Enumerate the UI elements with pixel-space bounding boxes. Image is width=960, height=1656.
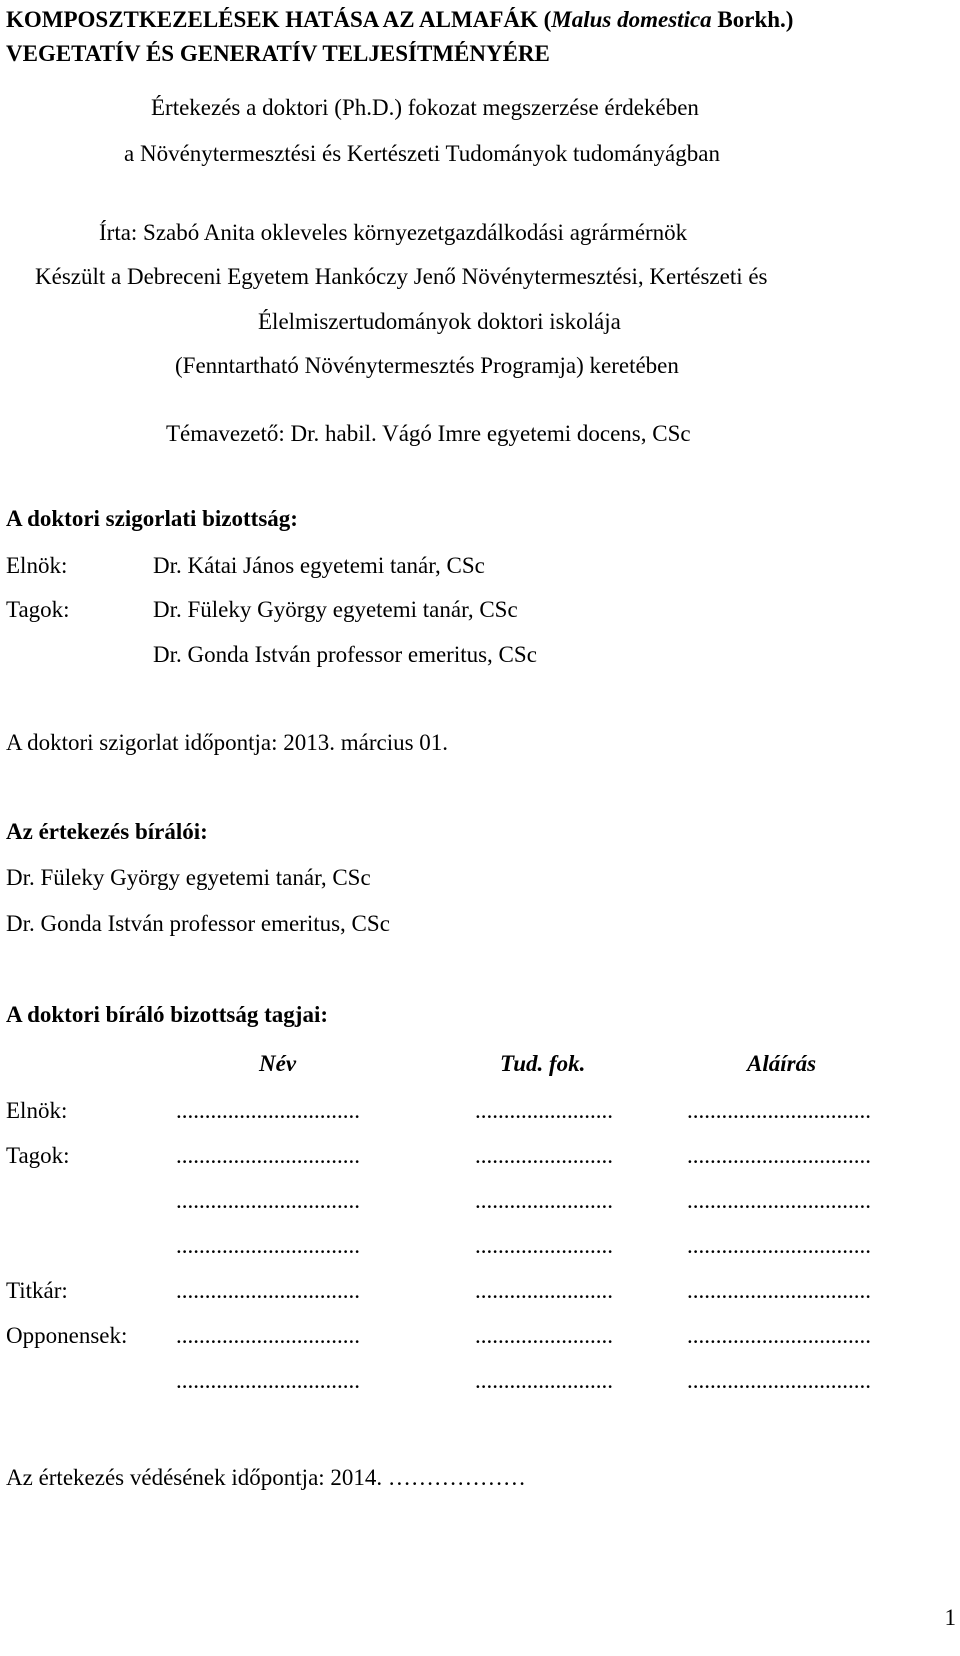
intro-line-2: a Növénytermesztési és Kertészeti Tudományok tudományágban — [124, 141, 720, 166]
exam-member-1: Dr. Füleky György egyetemi tanár, CSc — [153, 597, 518, 622]
degree-blank: ........................ — [475, 1188, 613, 1213]
degree-blank: ........................ — [475, 1278, 613, 1303]
name-blank: ................................ — [176, 1143, 360, 1168]
name-blank: ................................ — [176, 1098, 360, 1123]
exam-date: A doktori szigorlat időpontja: 2013. március 01. — [6, 730, 449, 755]
exam-chair-name: Dr. Kátai János egyetemi tanár, CSc — [153, 553, 485, 578]
reviewers-heading: Az értekezés bírálói: — [6, 819, 208, 844]
name-blank: ................................ — [176, 1323, 360, 1348]
column-header-name: Név — [259, 1051, 297, 1076]
degree-blank: ........................ — [475, 1143, 613, 1168]
signature-blank: ................................ — [687, 1098, 871, 1123]
column-header-degree: Tud. fok. — [500, 1051, 586, 1076]
exam-member-2: Dr. Gonda István professor emeritus, CSc — [153, 642, 537, 667]
review-committee-heading: A doktori bíráló bizottság tagjai: — [6, 1002, 328, 1027]
name-blank: ................................ — [176, 1368, 360, 1393]
signature-blank: ................................ — [687, 1368, 871, 1393]
supervisor-line: Témavezető: Dr. habil. Vágó Imre egyetemi docens, CSc — [166, 421, 691, 446]
signature-blank: ................................ — [687, 1233, 871, 1258]
title-text-end: Borkh.) — [711, 7, 794, 32]
signature-blank: ................................ — [687, 1323, 871, 1348]
institution-line-2: Élelmiszertudományok doktori iskolája — [258, 309, 621, 334]
title-text: KOMPOSZTKEZELÉSEK HATÁSA AZ ALMAFÁK ( — [6, 7, 552, 32]
exam-chair-label: Elnök: — [6, 553, 68, 578]
title-species-italic: Malus domestica — [551, 7, 712, 32]
degree-blank: ........................ — [475, 1368, 613, 1393]
column-header-signature: Aláírás — [747, 1051, 817, 1076]
degree-blank: ........................ — [475, 1098, 613, 1123]
signature-blank: ................................ — [687, 1143, 871, 1168]
exam-committee-heading: A doktori szigorlati bizottság: — [6, 506, 298, 531]
program-line: (Fenntartható Növénytermesztés Programja) keretében — [175, 353, 679, 378]
name-blank: ................................ — [176, 1233, 360, 1258]
row-label: Tagok: — [6, 1143, 70, 1168]
institution-line-1: Készült a Debreceni Egyetem Hankóczy Jenő Növénytermesztési, Kertészeti és — [35, 264, 768, 289]
name-blank: ................................ — [176, 1188, 360, 1213]
defense-date-text: Az értekezés védésének időpontja: 2014. — [6, 1465, 388, 1490]
degree-blank: ........................ — [475, 1233, 613, 1258]
intro-line-1: Értekezés a doktori (Ph.D.) fokozat megszerzése érdekében — [151, 95, 699, 120]
row-label: Titkár: — [6, 1278, 68, 1303]
row-label: Opponensek: — [6, 1323, 128, 1348]
signature-blank: ................................ — [687, 1188, 871, 1213]
reviewer-2: Dr. Gonda István professor emeritus, CSc — [6, 911, 390, 936]
name-blank: ................................ — [176, 1278, 360, 1303]
signature-blank: ................................ — [687, 1278, 871, 1303]
page-number: 1 — [944, 1605, 956, 1630]
title-line-2: VEGETATÍV ÉS GENERATÍV TELJESÍTMÉNYÉRE — [6, 41, 550, 66]
defense-date — [6, 1466, 526, 1489]
author-line: Írta: Szabó Anita okleveles környezetgazdálkodási agrármérnök — [99, 220, 688, 245]
defense-date-blank: ……………… — [387, 1465, 526, 1490]
row-label: Elnök: — [6, 1098, 68, 1123]
exam-members-label: Tagok: — [6, 597, 70, 622]
reviewer-1: Dr. Füleky György egyetemi tanár, CSc — [6, 865, 371, 890]
degree-blank: ........................ — [475, 1323, 613, 1348]
title-line-1 — [6, 8, 793, 31]
